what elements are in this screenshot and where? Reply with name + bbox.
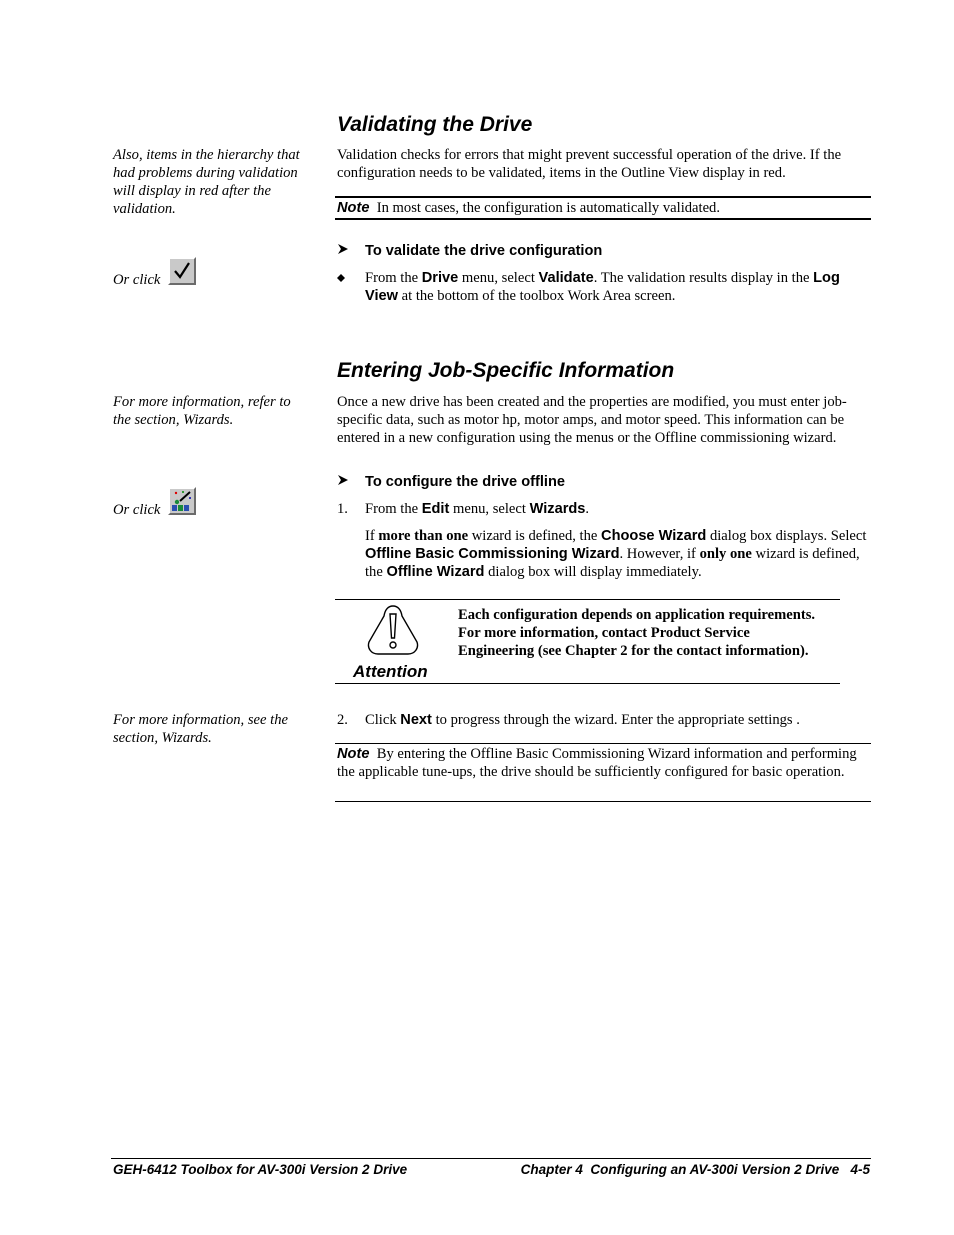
wizards-command-ref: Wizards xyxy=(529,501,586,517)
note-offline-wizard xyxy=(337,745,871,781)
note-text: By entering the Offline Basic Commissioning Wizard information and performing the applicable tune-ups, the drive should be sufficiently configured for basic operation. xyxy=(337,746,857,780)
attention-top-rule xyxy=(335,599,840,600)
procedure-configure-offline xyxy=(337,473,565,491)
note-validation xyxy=(337,199,871,217)
bullet-text-4: at the bottom of the toolbox Work Area screen. xyxy=(398,288,676,304)
step1-number: 1. xyxy=(337,501,348,517)
detail-text-2: wizard is defined, the xyxy=(468,528,602,544)
arrow-bullet-icon xyxy=(337,242,365,260)
validate-command-ref: Validate xyxy=(538,270,594,286)
offline-basic-wizard-ref: Offline Basic Commissioning Wizard xyxy=(365,546,620,562)
attention-text: Each configuration depends on application requirements. For more information, contact Product Service Engineering (see Chapter 2 for the contact information). xyxy=(458,607,816,659)
margin-note-validation: Also, items in the hierarchy that had problems during validation will display in red after the validation. xyxy=(113,147,300,217)
next-button-ref: Next xyxy=(400,712,432,728)
margin-note-see-wizards: For more information, see the section, Wizards. xyxy=(113,712,288,746)
procedure-validate xyxy=(337,242,602,260)
step2-text-1: Click xyxy=(365,712,401,728)
validation-paragraph: Validation checks for errors that might prevent successful operation of the drive. If the configuration needs to be validated, items in the Outline View display in red. xyxy=(337,147,842,181)
footer-left: GEH-6412 Toolbox for AV-300i Version 2 Drive xyxy=(113,1162,408,1177)
offline-wizard-ref: Offline Wizard xyxy=(386,564,485,580)
log-view-ref: Log View xyxy=(365,270,840,304)
detail-text-6: dialog box will display immediately. xyxy=(484,564,702,580)
detail-text-4: . However, if xyxy=(619,546,700,562)
job-specific-paragraph: Once a new drive has been created and the properties are modified, you must enter job-specific data, such as motor hp, motor amps, and motor speed. This information can be entered in a new configuration using the menus or the Offline commissioning wizard. xyxy=(337,394,847,446)
section-heading-validating: Validating the Drive xyxy=(337,113,533,136)
checkmark-icon xyxy=(170,259,194,283)
step2-text-2: to progress through the wizard. Enter the appropriate settings . xyxy=(431,712,800,728)
drive-menu-ref: Drive xyxy=(421,270,459,286)
step1-detail xyxy=(365,527,871,581)
attention-bottom-rule xyxy=(335,683,840,684)
step1-text-3: . xyxy=(585,501,590,517)
edit-menu-ref: Edit xyxy=(421,501,450,517)
diamond-bullet-icon xyxy=(337,269,351,287)
step1-text xyxy=(365,500,871,518)
step1-text-1: From the xyxy=(365,501,422,517)
wizard-wand-icon xyxy=(170,489,194,513)
wizard-toolbar-button[interactable] xyxy=(168,487,196,515)
more-than-one-emph: more than one xyxy=(378,528,469,544)
note-bottom-rule xyxy=(335,218,871,220)
validate-bullet-text xyxy=(365,269,871,305)
attention-icon xyxy=(366,604,420,661)
or-click-wizard-label: Or click xyxy=(113,502,161,518)
procedure-title: To configure the drive offline xyxy=(365,474,565,490)
step1-text-2: menu, select xyxy=(449,501,530,517)
section-heading-job-specific: Entering Job-Specific Information xyxy=(337,359,675,382)
step2-number: 2. xyxy=(337,712,348,728)
or-click-validate-label: Or click xyxy=(113,272,161,288)
note-label: Note xyxy=(337,746,370,762)
detail-text-5: wizard is defined, the xyxy=(365,546,860,580)
bullet-text-2: menu, select xyxy=(458,270,539,286)
bullet-text-3: . The validation results display in the xyxy=(593,270,814,286)
margin-note-wizards: For more information, refer to the section, Wizards. xyxy=(113,394,291,428)
attention-label: Attention xyxy=(353,662,428,681)
detail-text-3: dialog box displays. Select xyxy=(706,528,867,544)
arrow-bullet-icon xyxy=(337,473,365,491)
note2-bottom-rule xyxy=(335,801,871,802)
procedure-title: To validate the drive configuration xyxy=(365,243,603,259)
footer-right: Chapter 4 Configuring an AV-300i Version 2 Drive 4-5 xyxy=(520,1162,870,1177)
detail-text-1: If xyxy=(365,528,379,544)
choose-wizard-ref: Choose Wizard xyxy=(601,528,707,544)
note-text: In most cases, the configuration is automatically validated. xyxy=(376,200,720,216)
note-top-rule xyxy=(335,196,871,198)
only-one-emph: only one xyxy=(699,546,752,562)
bullet-text-1: From the xyxy=(365,270,422,286)
note-label: Note xyxy=(337,200,370,216)
note2-top-rule xyxy=(335,743,871,744)
footer-rule xyxy=(111,1158,871,1159)
step2-text xyxy=(365,711,871,729)
validate-toolbar-button[interactable] xyxy=(168,257,196,285)
